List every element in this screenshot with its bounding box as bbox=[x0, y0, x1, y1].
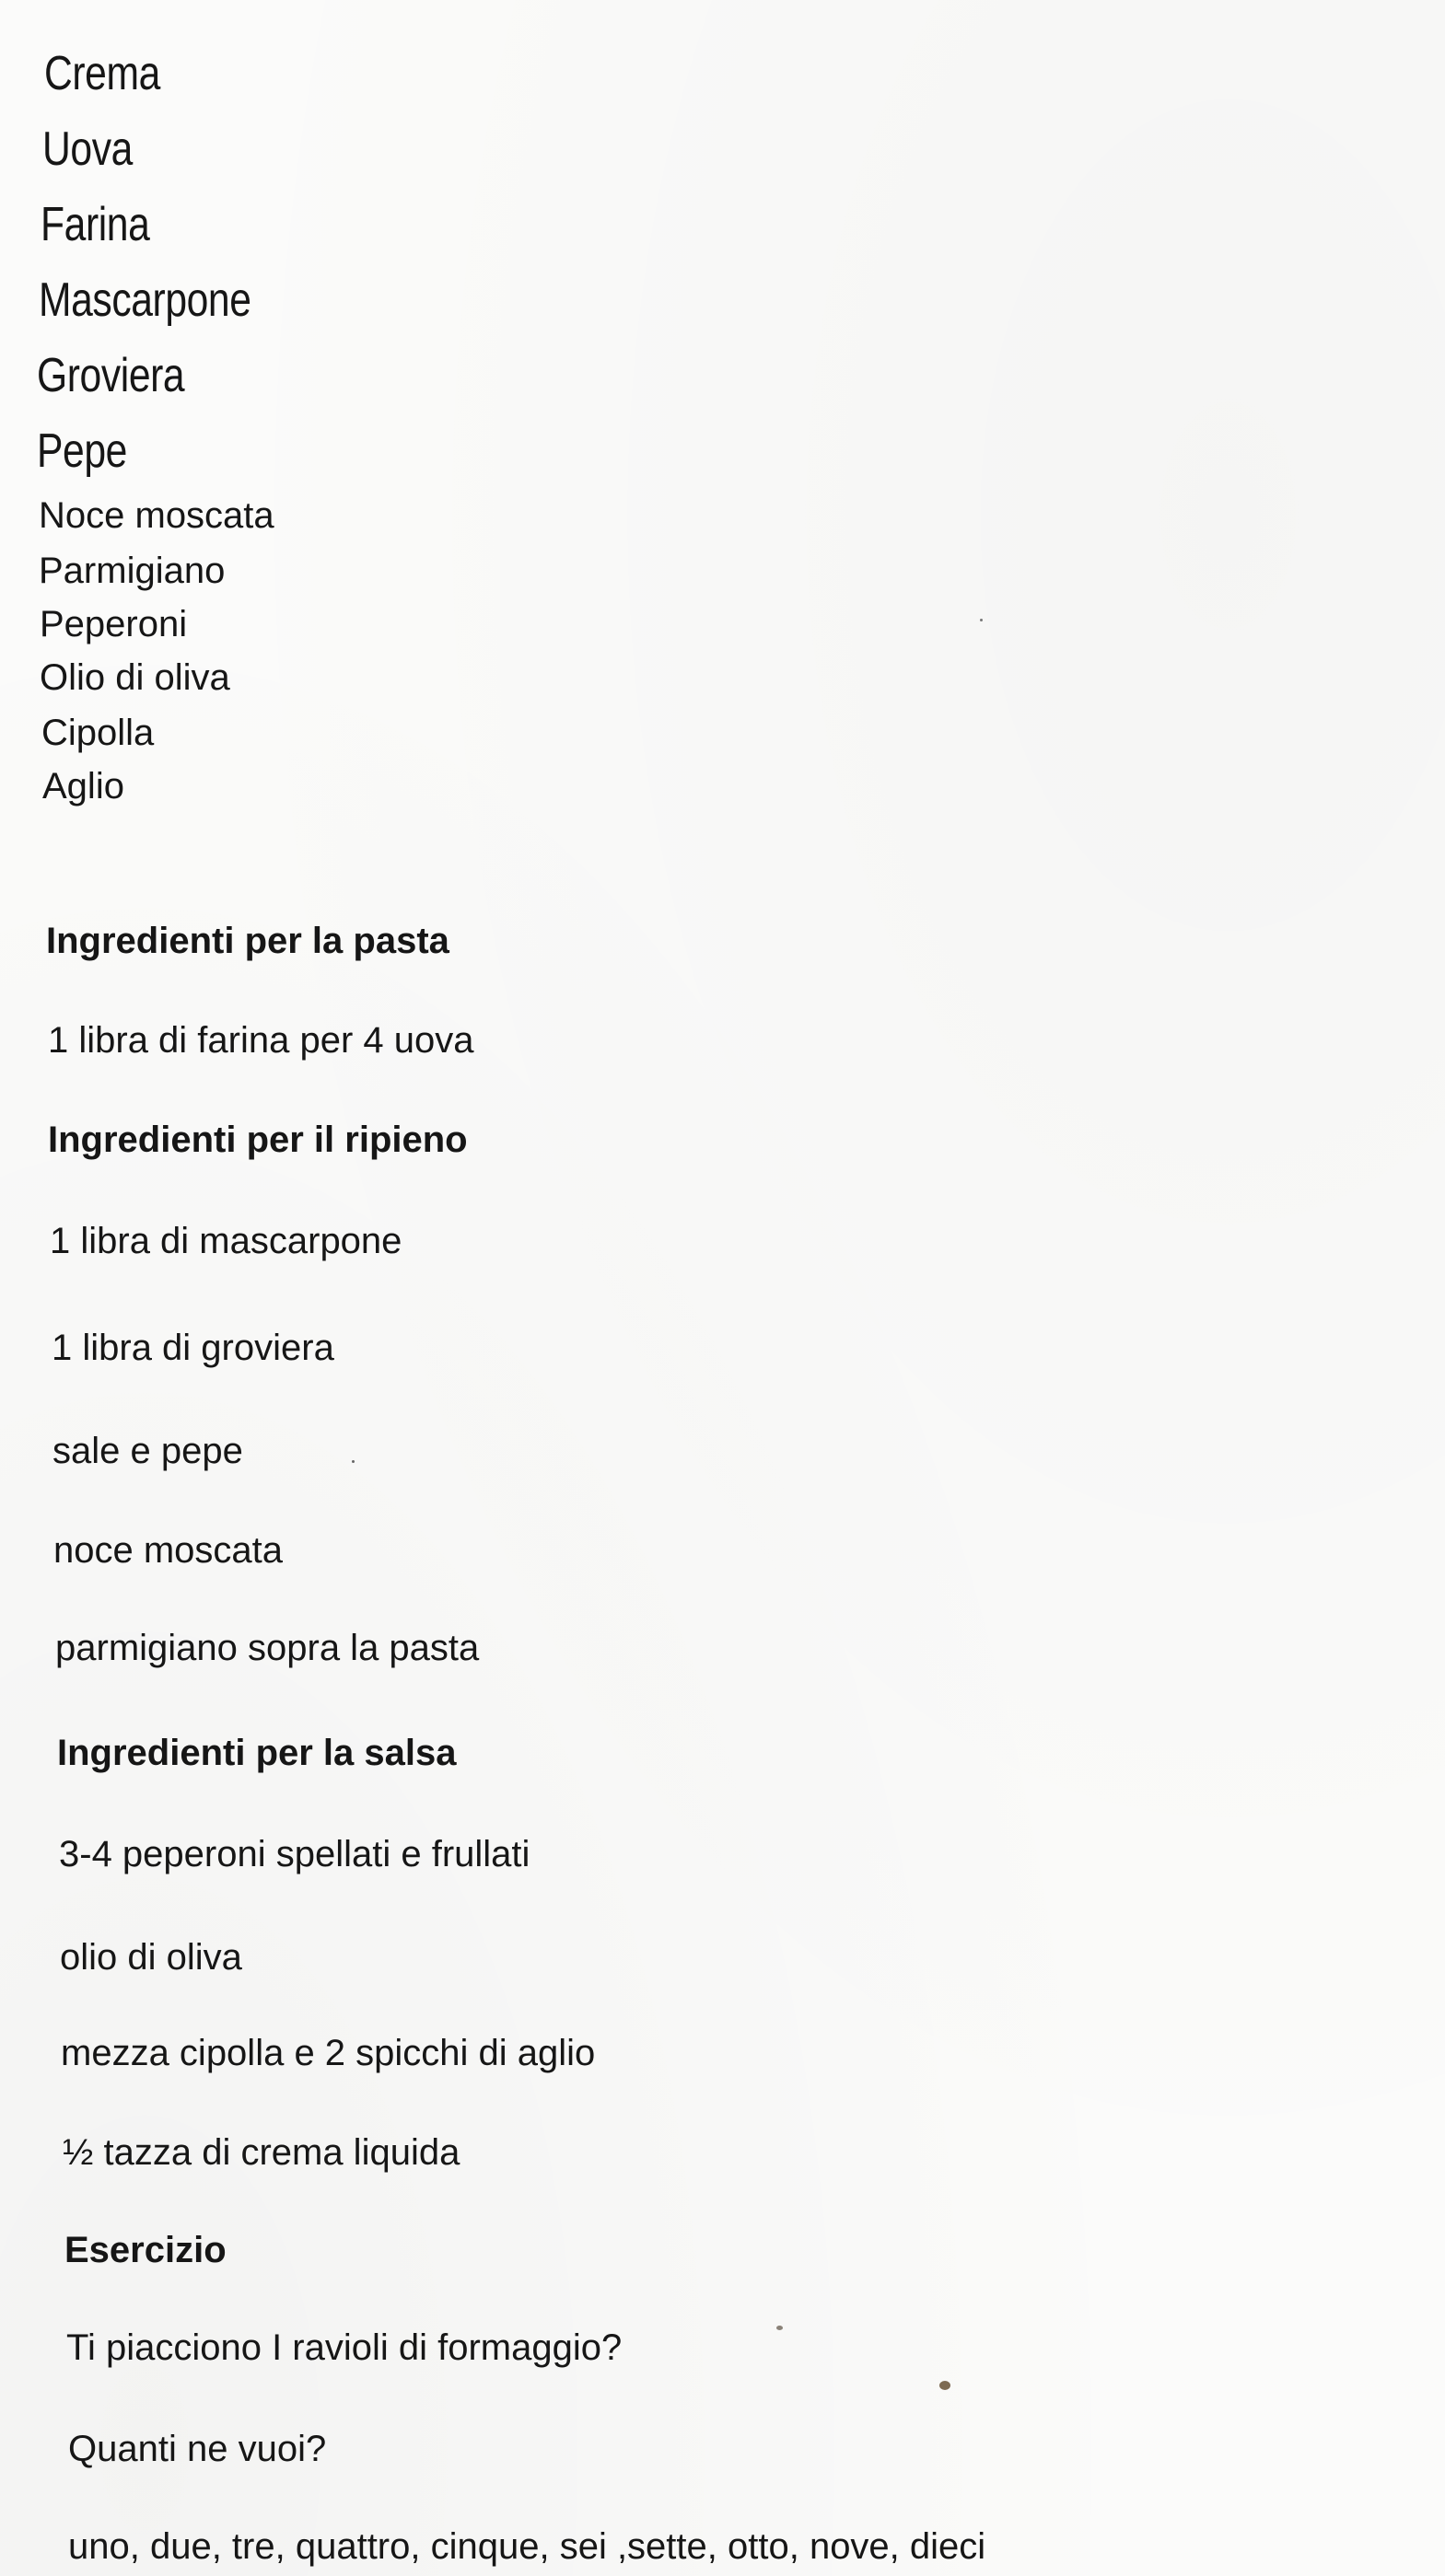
scan-speck bbox=[980, 619, 983, 621]
filling-item-3: sale e pepe bbox=[52, 1431, 243, 1471]
scan-speck bbox=[939, 2381, 950, 2390]
word-olio-di-oliva: Olio di oliva bbox=[40, 657, 230, 698]
filling-item-1: 1 libra di mascarpone bbox=[50, 1221, 402, 1261]
filling-item-2: 1 libra di groviera bbox=[52, 1328, 334, 1368]
sauce-item-1: 3-4 peperoni spellati e frullati bbox=[59, 1834, 530, 1874]
filling-item-5: parmigiano sopra la pasta bbox=[55, 1628, 480, 1668]
heading-ripieno: Ingredienti per il ripieno bbox=[48, 1120, 468, 1160]
word-groviera: Groviera bbox=[37, 349, 185, 402]
word-cipolla: Cipolla bbox=[41, 713, 155, 753]
pasta-item-1: 1 libra di farina per 4 uova bbox=[48, 1020, 474, 1061]
word-uova: Uova bbox=[42, 122, 133, 176]
exercise-line-3: uno, due, tre, quattro, cinque, sei ,sette, otto, nove, dieci bbox=[68, 2526, 986, 2567]
heading-pasta: Ingredienti per la pasta bbox=[46, 921, 449, 961]
word-noce-moscata: Noce moscata bbox=[39, 495, 274, 536]
exercise-line-2: Quanti ne vuoi? bbox=[68, 2429, 327, 2469]
sauce-item-2: olio di oliva bbox=[60, 1937, 242, 1978]
word-peperoni: Peperoni bbox=[40, 604, 188, 644]
scan-speck bbox=[352, 1460, 355, 1463]
word-farina: Farina bbox=[41, 198, 150, 251]
heading-esercizio: Esercizio bbox=[64, 2230, 227, 2270]
word-aglio: Aglio bbox=[42, 766, 124, 806]
heading-salsa: Ingredienti per la salsa bbox=[57, 1733, 457, 1773]
exercise-line-1: Ti piacciono I ravioli di formaggio? bbox=[66, 2327, 623, 2368]
filling-item-4: noce moscata bbox=[53, 1530, 284, 1571]
sauce-item-4: ½ tazza di crema liquida bbox=[63, 2132, 460, 2173]
scan-speck bbox=[776, 2326, 783, 2330]
sauce-item-3: mezza cipolla e 2 spicchi di aglio bbox=[61, 2033, 596, 2073]
word-parmigiano: Parmigiano bbox=[39, 551, 226, 591]
word-mascarpone: Mascarpone bbox=[39, 273, 251, 327]
word-crema: Crema bbox=[44, 47, 160, 100]
word-pepe: Pepe bbox=[37, 424, 127, 478]
